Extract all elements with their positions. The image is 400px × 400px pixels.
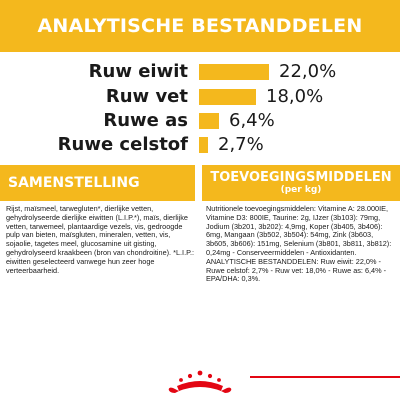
composition-header: [0, 165, 195, 201]
analytic-value: 18,0%: [266, 86, 324, 107]
analytic-label: Ruwe as: [103, 110, 188, 131]
analytic-bar: [199, 113, 219, 129]
analytic-value: 22,0%: [279, 61, 337, 82]
analytics-title: ANALYTISCHE BESTANDDELEN: [37, 15, 363, 37]
footer-line: [250, 376, 400, 378]
analytic-bar: [199, 89, 256, 105]
analytic-row-fat: [0, 85, 400, 109]
analytic-label: Ruw eiwit: [88, 61, 188, 82]
analytics-header: [0, 0, 400, 52]
crown-logo: [163, 366, 237, 396]
analytic-bar: [199, 137, 208, 153]
additives-text: Nutritionele toevoegingsmiddelen: Vitamine A: 28.000IE, Vitamine D3: 800IE, Taurine: 2g, IJzer (3b103): 79mg, Jodium (3b201, 3b202): 4,9mg, Koper (3b405, 3b406): 6mg, Mangaan (3b502, 3b504): 54mg, Zink (3b603, 3b605, 3b606): 151mg, Selenium (3b801, 3b811, 3b812): 0,24mg - Conserveermiddelen - Antioxidanten. ANALYTISCHE BESTANDDELEN: Ruw eiwit: 22,0% - Ruwe celstof: 2,7% - Ruw vet: 18,0% - Ruwe as: 6,4% - EPA/DHA: 0,3%.: [206, 204, 392, 284]
additives-title: TOEVOEGINGSMIDDELEN: [210, 170, 392, 185]
analytic-value: 2,7%: [218, 134, 264, 155]
additives-subtitle: (per kg): [280, 185, 322, 195]
analytic-label: Ruw vet: [105, 86, 188, 107]
analytic-label: Ruwe celstof: [57, 134, 188, 155]
analytic-value: 6,4%: [229, 110, 275, 131]
composition-title: SAMENSTELLING: [8, 175, 140, 191]
additives-header: [202, 165, 400, 201]
composition-text: Rijst, maïsmeel, tarwegluten*, dierlijke vetten, gehydrolyseerde dierlijke eiwitten (L.I.P.*), maïs, dierlijke vetten, tarwemeel, plantaardige vezels, vis, gedroogde pulp van bieten, maïsgluten, mineralen, vetten, vis, sojaolie, tagetes meel, glucosamine uit gisting, gehydrolyseerd kraakbeen (bron van chondroitine). *L.I.P.: eiwitten geselecteerd vanwege hun zeer hoge verteerbaarheid.: [6, 204, 195, 275]
analytic-row-ash: [0, 109, 400, 133]
analytic-row-protein: [0, 60, 400, 84]
analytic-row-fiber: [0, 133, 400, 157]
analytic-bar: [199, 64, 269, 80]
